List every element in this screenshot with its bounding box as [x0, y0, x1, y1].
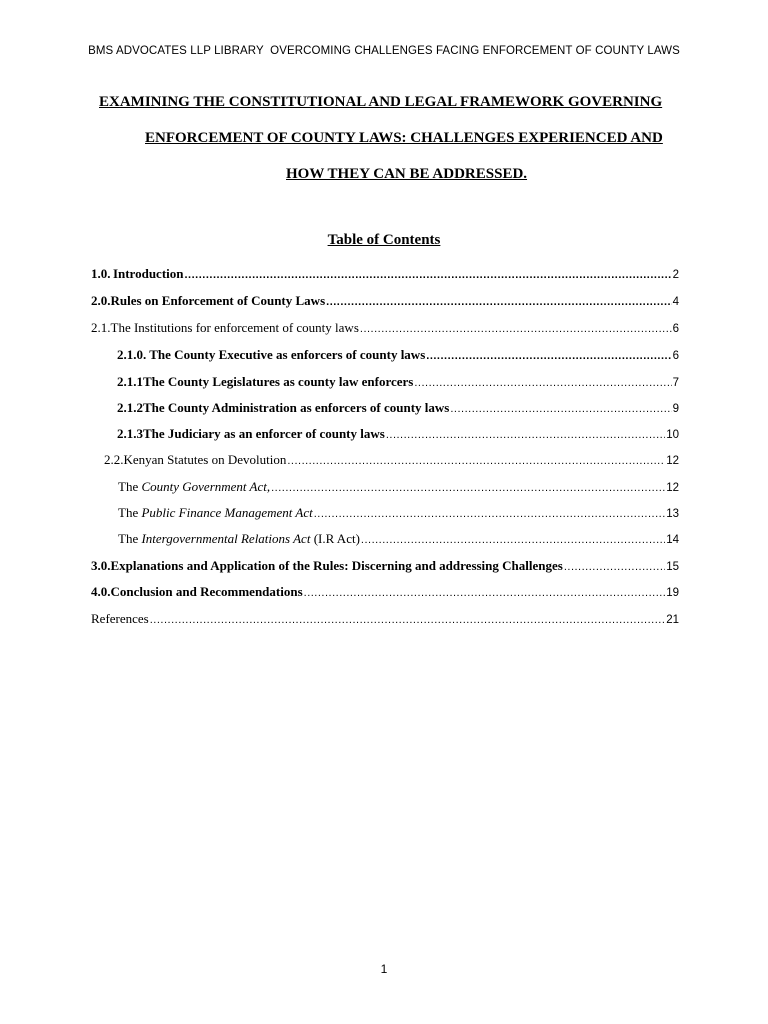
toc-entry-page: 4 [672, 296, 679, 308]
page-number: 1 [380, 962, 388, 976]
toc-entry-number: 2.1.3 [117, 426, 143, 441]
toc-entry-county-administration[interactable] [117, 399, 679, 417]
toc-leader-dots [426, 347, 671, 365]
toc-entry-title: 2.1.0. The County Executive as enforcers of county laws [117, 347, 426, 362]
toc-entry-county-legislatures[interactable] [117, 373, 679, 391]
toc-entry-page: 7 [672, 377, 679, 389]
toc-entry-title: The County Legislatures as county law enforcers [143, 374, 414, 389]
toc-entry-number: 2.1. [91, 320, 111, 335]
toc-leader-dots [326, 293, 671, 311]
toc-entry-prefix: The [118, 531, 142, 546]
toc-leader-dots [386, 426, 665, 444]
toc-leader-dots [287, 452, 665, 470]
toc-entry-number: 3.0. [91, 558, 111, 573]
toc-leader-dots [271, 479, 665, 497]
toc-entry-introduction[interactable] [91, 265, 679, 283]
toc-entry-title: The County Administration as enforcers of county laws [143, 400, 450, 415]
toc-entry-title: County Government Act, [141, 479, 271, 494]
toc-leader-dots [185, 266, 672, 284]
toc-entry-number: 2.0. [91, 293, 111, 308]
toc-entry-kenyan-statutes[interactable] [104, 451, 679, 469]
toc-leader-dots [450, 400, 671, 418]
toc-entry-page: 15 [666, 561, 679, 573]
toc-entry-title: References [91, 611, 149, 626]
toc-entry-title: Rules on Enforcement of County Laws [110, 293, 326, 308]
toc-entry-title: The Judiciary as an enforcer of county laws [143, 426, 385, 441]
toc-entry-title: The Institutions for enforcement of county laws [110, 320, 359, 335]
title-line-3: HOW THEY CAN BE ADDRESSED. [286, 166, 528, 182]
toc-leader-dots [304, 584, 666, 602]
toc-leader-dots [150, 611, 665, 629]
toc-entry-page: 10 [666, 429, 679, 441]
toc-entry-title: Kenyan Statutes on Devolution [123, 452, 287, 467]
toc-entry-page: 14 [666, 534, 679, 546]
title-line-2: ENFORCEMENT OF COUNTY LAWS: CHALLENGES EXPERIENCED AND [145, 130, 663, 146]
toc-entry-number: 2.1.1 [117, 374, 143, 389]
toc-entry-number: 2.2. [104, 452, 124, 467]
toc-entry-references[interactable] [91, 610, 679, 628]
toc-leader-dots [564, 558, 665, 576]
toc-entry-page: 6 [672, 350, 679, 362]
toc-entry-institutions[interactable] [91, 319, 679, 337]
title-line-1: EXAMINING THE CONSTITUTIONAL AND LEGAL FRAMEWORK GOVERNING [99, 94, 663, 110]
toc-entry-page: 13 [666, 508, 679, 520]
toc-entry-explanations[interactable] [91, 557, 679, 575]
toc-heading: Table of Contents [327, 232, 441, 248]
toc-leader-dots [314, 505, 666, 523]
toc-entry-page: 21 [666, 614, 679, 626]
toc-entry-title: Conclusion and Recommendations [110, 584, 303, 599]
toc-entry-prefix: The [118, 479, 142, 494]
toc-entry-page: 12 [666, 482, 679, 494]
toc-entry-conclusion[interactable] [91, 583, 679, 601]
toc-leader-dots [361, 531, 665, 549]
toc-entry-county-government-act[interactable] [118, 478, 679, 496]
toc-entry-title: Introduction [112, 266, 184, 281]
toc-entry-number: 1.0. [91, 266, 111, 281]
toc-entry-title: Public Finance Management Act [141, 505, 313, 520]
toc-entry-page: 19 [666, 587, 679, 599]
toc-entry-page: 12 [666, 455, 679, 467]
toc-entry-page: 6 [672, 323, 679, 335]
toc-entry-number: 4.0. [91, 584, 111, 599]
toc-entry-public-finance-act[interactable] [118, 504, 679, 522]
toc-entry-rules-enforcement[interactable] [91, 292, 679, 310]
toc-entry-page: 2 [672, 269, 679, 281]
toc-entry-prefix: The [118, 505, 142, 520]
toc-leader-dots [360, 320, 672, 338]
toc-entry-number: 2.1.2 [117, 400, 143, 415]
toc-entry-judiciary[interactable] [117, 425, 679, 443]
toc-entry-page: 9 [672, 403, 679, 415]
toc-entry-county-executive[interactable] [117, 346, 679, 364]
toc-leader-dots [414, 374, 671, 392]
toc-entry-title: Intergovernmental Relations Act [141, 531, 311, 546]
toc-entry-intergovernmental-act[interactable] [118, 530, 679, 548]
toc-entry-title: Explanations and Application of the Rules: Discerning and addressing Challenges [110, 558, 563, 573]
toc-entry-suffix: (I.R Act) [310, 531, 360, 546]
running-header: BMS ADVOCATES LLP LIBRARY OVERCOMING CHALLENGES FACING ENFORCEMENT OF COUNTY LAWS [88, 45, 680, 57]
